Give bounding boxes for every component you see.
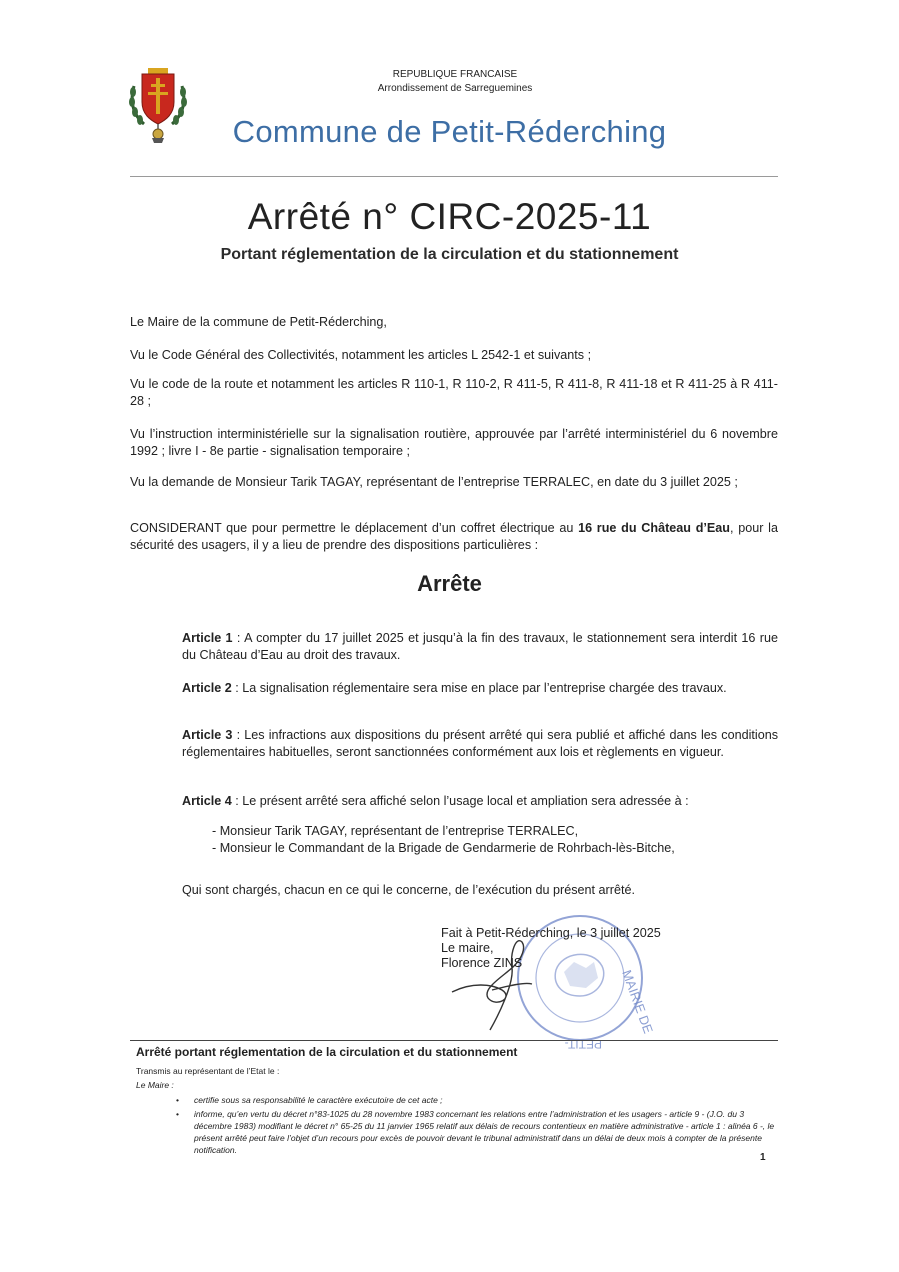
preamble-code-route [130, 376, 778, 410]
decree-number: Arrêté n° CIRC-2025-11 [247, 196, 652, 237]
preamble-mayor [130, 314, 778, 331]
commune-title: Commune de Petit-Réderching [232, 114, 667, 149]
article-1 [182, 630, 778, 664]
preamble-cgct [130, 347, 778, 364]
footer-le-maire: Le Maire : [136, 1080, 174, 1090]
footer-transmis: Transmis au représentant de l’Etat le : [136, 1066, 280, 1076]
footer-divider [130, 1040, 778, 1041]
preamble-line: Vu le Code Général des Collectivités, notamment les articles L 2542-1 et suivants ; [130, 348, 592, 362]
footer-title: Arrêté portant réglementation de la circulation et du stationnement [136, 1045, 518, 1059]
article-label: Article 3 [182, 728, 233, 742]
considerant-address: 16 rue du Château d’Eau [578, 521, 730, 535]
footer-note-text: informe, qu’en vertu du décret n°83-1025 du 28 novembre 1983 concernant les relations entre l’administration et les usagers - article 9 - (J.O. du 3 décembre 1983) modifiant le décret n° 65-25 du 11 janvier 1965 relatif aux délais de recours contentieux en matière administrative - article 1 : alinéa 6 -, le présent arrêté peut faire l’objet d’un recours pour excès de pouvoir devant le tribunal administratif dans un délai de deux mois à compter de la présente notification. [194, 1109, 775, 1155]
article-label: Article 1 [182, 631, 233, 645]
list-item: - Monsieur Tarik TAGAY, représentant de l’entreprise TERRALEC, [212, 824, 579, 838]
considerant-paragraph [130, 520, 778, 554]
recipients-list [212, 823, 772, 857]
preamble-demande [130, 474, 778, 491]
header-divider [130, 176, 778, 177]
article-3 [182, 727, 778, 761]
bullet-icon: • [176, 1095, 179, 1105]
signature-place-date: Fait à Petit-Réderching, le 3 juillet 2025 [441, 926, 661, 940]
footer-note-text: certifie sous sa responsabilité le caractère exécutoire de cet acte ; [194, 1095, 443, 1105]
preamble-instruction [130, 426, 778, 460]
republic-label: REPUBLIQUE FRANCAISE [392, 69, 518, 80]
bullet-icon: • [176, 1109, 179, 1119]
page-number: 1 [760, 1152, 766, 1163]
svg-text:PETIT-: PETIT- [564, 1037, 602, 1051]
preamble-line: Vu la demande de Monsieur Tarik TAGAY, représentant de l’entreprise TERRALEC, en date du 3 juillet 2025 ; [130, 475, 738, 489]
preamble-line: Le Maire de la commune de Petit-Réderching, [130, 315, 387, 329]
considerant-text-before: CONSIDERANT que pour permettre le déplacement d’un coffret électrique au [130, 521, 579, 535]
footer-notes [136, 1094, 776, 1158]
arrete-heading: Arrête [417, 571, 482, 596]
list-item [136, 1108, 776, 1156]
signature-name: Florence ZINS [441, 956, 523, 970]
article-4 [182, 793, 778, 810]
article-text: : Les infractions aux dispositions du présent arrêté qui sera publié et affiché dans les conditions réglementaires habituelles, seront sanctionnées conformément aux lois et règlements en vigueur. [182, 728, 778, 759]
article-text: : Le présent arrêté sera affiché selon l’usage local et ampliation sera adressée à : [231, 794, 689, 808]
svg-text:MAIRIE DE: MAIRIE DE [619, 967, 657, 1036]
article-text: : La signalisation réglementaire sera mise en place par l’entreprise chargée des travaux. [231, 681, 727, 695]
article-2 [182, 680, 778, 697]
arrondissement-label: Arrondissement de Sarreguemines [377, 83, 533, 94]
closing-paragraph: Qui sont chargés, chacun en ce qui le concerne, de l’exécution du présent arrêté. [182, 883, 635, 897]
decree-subtitle: Portant réglementation de la circulation et du stationnement [220, 246, 679, 263]
preamble-line: Vu le code de la route et notamment les articles R 110-1, R 110-2, R 411-5, R 411-8, R 411-18 et R 411-25 à R 411-28 ; [130, 377, 778, 408]
preamble-line: Vu l’instruction interministérielle sur la signalisation routière, approuvée par l’arrêté interministériel du 6 novembre 1992 ; livre I - 8e partie - signalisation temporaire ; [130, 427, 778, 458]
article-text: : A compter du 17 juillet 2025 et jusqu’à la fin des travaux, le stationnement sera interdit 16 rue du Château d’Eau au droit des travaux. [182, 631, 778, 662]
article-label: Article 4 [182, 794, 232, 808]
signature-role: Le maire, [441, 941, 494, 955]
signature-block [441, 926, 741, 971]
republic-header [290, 68, 620, 96]
considerant-text-after: , pour la sécurité des usagers, il y a lieu de prendre des dispositions particulières : [130, 521, 778, 552]
list-item [136, 1094, 776, 1106]
article-label: Article 2 [182, 681, 232, 695]
list-item: - Monsieur le Commandant de la Brigade de Gendarmerie de Rohrbach-lès-Bitche, [212, 841, 675, 855]
